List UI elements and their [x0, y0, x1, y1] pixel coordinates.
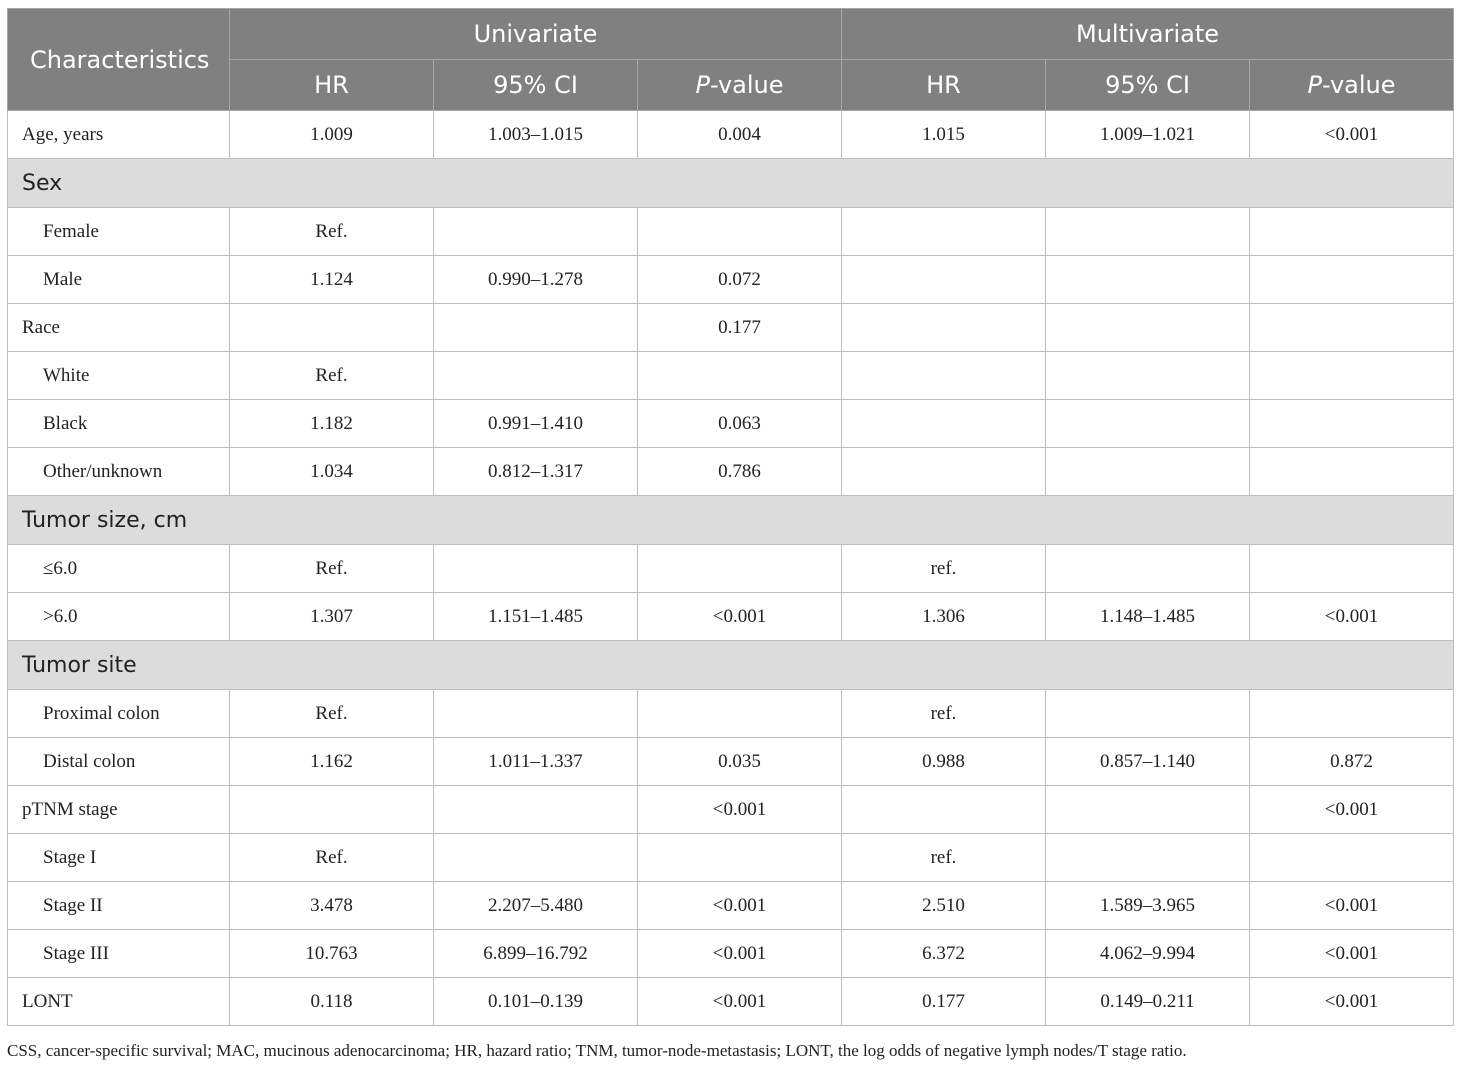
- cell-multi-ci: [1046, 448, 1250, 496]
- cell-uni-ci: 1.151–1.485: [434, 593, 638, 641]
- cell-uni-hr: 10.763: [230, 930, 434, 978]
- cell-uni-hr: 3.478: [230, 882, 434, 930]
- cell-uni-hr: [230, 786, 434, 834]
- cell-multi-pvalue: <0.001: [1250, 978, 1454, 1026]
- cell-multi-hr: 6.372: [842, 930, 1046, 978]
- p-suffix: -value: [1321, 71, 1396, 99]
- table-header: [8, 9, 1454, 111]
- header-multi-pvalue: [1250, 60, 1454, 111]
- header-uni-pvalue: [638, 60, 842, 111]
- cell-uni-hr: Ref.: [230, 690, 434, 738]
- table-row: [8, 111, 1454, 159]
- cell-uni-ci: 0.812–1.317: [434, 448, 638, 496]
- row-label: Proximal colon: [8, 690, 230, 738]
- cell-multi-hr: 0.988: [842, 738, 1046, 786]
- cell-uni-hr: Ref.: [230, 208, 434, 256]
- row-label: Distal colon: [8, 738, 230, 786]
- cell-uni-pvalue: [638, 352, 842, 400]
- table-row: [8, 834, 1454, 882]
- cell-uni-ci: 1.003–1.015: [434, 111, 638, 159]
- header-multi-hr: HR: [842, 60, 1046, 111]
- cell-multi-pvalue: <0.001: [1250, 930, 1454, 978]
- section-row: [8, 159, 1454, 208]
- cell-multi-pvalue: [1250, 690, 1454, 738]
- cell-multi-hr: [842, 448, 1046, 496]
- cell-multi-pvalue: [1250, 304, 1454, 352]
- row-label: Stage II: [8, 882, 230, 930]
- table-row: [8, 352, 1454, 400]
- table-row: [8, 786, 1454, 834]
- table-row: [8, 400, 1454, 448]
- table-row: [8, 208, 1454, 256]
- cell-uni-pvalue: [638, 690, 842, 738]
- header-uni-ci: 95% CI: [434, 60, 638, 111]
- cell-multi-pvalue: [1250, 352, 1454, 400]
- row-label: Age, years: [8, 111, 230, 159]
- section-label: Sex: [8, 159, 1454, 208]
- cell-uni-pvalue: <0.001: [638, 978, 842, 1026]
- cell-multi-pvalue: <0.001: [1250, 786, 1454, 834]
- cell-multi-hr: ref.: [842, 834, 1046, 882]
- cell-uni-ci: [434, 786, 638, 834]
- row-label: Black: [8, 400, 230, 448]
- table-row: [8, 545, 1454, 593]
- cell-uni-hr: Ref.: [230, 545, 434, 593]
- cell-multi-ci: [1046, 545, 1250, 593]
- header-multivariate: Multivariate: [842, 9, 1454, 60]
- cell-multi-hr: 0.177: [842, 978, 1046, 1026]
- cell-uni-pvalue: [638, 208, 842, 256]
- p-suffix: -value: [709, 71, 784, 99]
- cell-uni-hr: 1.034: [230, 448, 434, 496]
- header-univariate: Univariate: [230, 9, 842, 60]
- cell-multi-ci: [1046, 208, 1250, 256]
- cell-multi-pvalue: [1250, 545, 1454, 593]
- cell-multi-pvalue: [1250, 256, 1454, 304]
- cell-uni-ci: 0.990–1.278: [434, 256, 638, 304]
- cell-multi-hr: [842, 304, 1046, 352]
- cell-uni-ci: [434, 690, 638, 738]
- cell-uni-ci: [434, 834, 638, 882]
- row-label: Stage I: [8, 834, 230, 882]
- row-label: Stage III: [8, 930, 230, 978]
- cell-multi-hr: 1.015: [842, 111, 1046, 159]
- cell-multi-pvalue: [1250, 208, 1454, 256]
- p-italic: P: [1307, 71, 1322, 99]
- table-row: [8, 882, 1454, 930]
- cell-multi-pvalue: <0.001: [1250, 882, 1454, 930]
- table-row: [8, 690, 1454, 738]
- row-label: >6.0: [8, 593, 230, 641]
- table-footnote: CSS, cancer-specific survival; MAC, mucinous adenocarcinoma; HR, hazard ratio; TNM, tumor-node-metastasis; LONT, the log odds of negative lymph nodes/T stage ratio.: [7, 1041, 1187, 1060]
- cell-uni-hr: 1.307: [230, 593, 434, 641]
- cell-uni-ci: [434, 304, 638, 352]
- cell-uni-hr: [230, 304, 434, 352]
- cell-multi-hr: [842, 786, 1046, 834]
- table-row: [8, 930, 1454, 978]
- row-label: Race: [8, 304, 230, 352]
- cell-uni-pvalue: 0.177: [638, 304, 842, 352]
- row-label: LONT: [8, 978, 230, 1026]
- cell-multi-hr: 2.510: [842, 882, 1046, 930]
- hazard-ratio-table: [7, 8, 1454, 1026]
- cell-multi-hr: ref.: [842, 545, 1046, 593]
- cell-multi-ci: [1046, 786, 1250, 834]
- header-uni-hr: HR: [230, 60, 434, 111]
- cell-uni-hr: 1.182: [230, 400, 434, 448]
- cell-uni-pvalue: <0.001: [638, 593, 842, 641]
- table-row: [8, 256, 1454, 304]
- cell-multi-hr: [842, 352, 1046, 400]
- cell-multi-hr: [842, 208, 1046, 256]
- row-label: Female: [8, 208, 230, 256]
- row-label: Male: [8, 256, 230, 304]
- table-body: [8, 111, 1454, 1026]
- cell-multi-ci: [1046, 400, 1250, 448]
- row-label: Other/unknown: [8, 448, 230, 496]
- row-label: pTNM stage: [8, 786, 230, 834]
- cell-multi-ci: [1046, 256, 1250, 304]
- cell-multi-ci: 4.062–9.994: [1046, 930, 1250, 978]
- section-row: [8, 641, 1454, 690]
- header-multi-ci: 95% CI: [1046, 60, 1250, 111]
- section-label: Tumor site: [8, 641, 1454, 690]
- cell-multi-ci: 1.589–3.965: [1046, 882, 1250, 930]
- cell-multi-pvalue: 0.872: [1250, 738, 1454, 786]
- cell-multi-ci: [1046, 352, 1250, 400]
- cell-uni-pvalue: [638, 834, 842, 882]
- cell-uni-ci: 0.101–0.139: [434, 978, 638, 1026]
- row-label: White: [8, 352, 230, 400]
- table-row: [8, 448, 1454, 496]
- cell-uni-hr: 1.124: [230, 256, 434, 304]
- cell-uni-hr: 1.009: [230, 111, 434, 159]
- cell-uni-ci: 6.899–16.792: [434, 930, 638, 978]
- cell-uni-ci: [434, 352, 638, 400]
- cell-uni-hr: Ref.: [230, 834, 434, 882]
- results-table-container: [7, 8, 1453, 1026]
- cell-uni-pvalue: 0.063: [638, 400, 842, 448]
- table-row: [8, 978, 1454, 1026]
- cell-multi-hr: 1.306: [842, 593, 1046, 641]
- table-row: [8, 738, 1454, 786]
- cell-multi-ci: 0.857–1.140: [1046, 738, 1250, 786]
- cell-uni-pvalue: [638, 545, 842, 593]
- cell-multi-ci: 0.149–0.211: [1046, 978, 1250, 1026]
- cell-multi-ci: [1046, 304, 1250, 352]
- cell-multi-ci: [1046, 834, 1250, 882]
- cell-multi-hr: ref.: [842, 690, 1046, 738]
- cell-uni-pvalue: <0.001: [638, 786, 842, 834]
- cell-uni-pvalue: 0.035: [638, 738, 842, 786]
- p-italic: P: [695, 71, 710, 99]
- cell-multi-pvalue: <0.001: [1250, 111, 1454, 159]
- cell-uni-pvalue: <0.001: [638, 882, 842, 930]
- section-row: [8, 496, 1454, 545]
- cell-uni-ci: [434, 545, 638, 593]
- cell-uni-pvalue: 0.004: [638, 111, 842, 159]
- cell-multi-pvalue: [1250, 448, 1454, 496]
- cell-uni-pvalue: <0.001: [638, 930, 842, 978]
- cell-multi-hr: [842, 256, 1046, 304]
- cell-multi-hr: [842, 400, 1046, 448]
- cell-uni-ci: 2.207–5.480: [434, 882, 638, 930]
- table-row: [8, 304, 1454, 352]
- cell-multi-ci: 1.148–1.485: [1046, 593, 1250, 641]
- header-characteristics: Characteristics: [8, 9, 230, 111]
- section-label: Tumor size, cm: [8, 496, 1454, 545]
- cell-uni-ci: [434, 208, 638, 256]
- cell-multi-pvalue: [1250, 400, 1454, 448]
- cell-multi-pvalue: [1250, 834, 1454, 882]
- cell-uni-ci: 1.011–1.337: [434, 738, 638, 786]
- cell-uni-ci: 0.991–1.410: [434, 400, 638, 448]
- table-row: [8, 593, 1454, 641]
- cell-multi-pvalue: <0.001: [1250, 593, 1454, 641]
- cell-multi-ci: [1046, 690, 1250, 738]
- cell-uni-hr: 1.162: [230, 738, 434, 786]
- cell-uni-pvalue: 0.786: [638, 448, 842, 496]
- cell-uni-pvalue: 0.072: [638, 256, 842, 304]
- cell-uni-hr: Ref.: [230, 352, 434, 400]
- cell-uni-hr: 0.118: [230, 978, 434, 1026]
- cell-multi-ci: 1.009–1.021: [1046, 111, 1250, 159]
- row-label: ≤6.0: [8, 545, 230, 593]
